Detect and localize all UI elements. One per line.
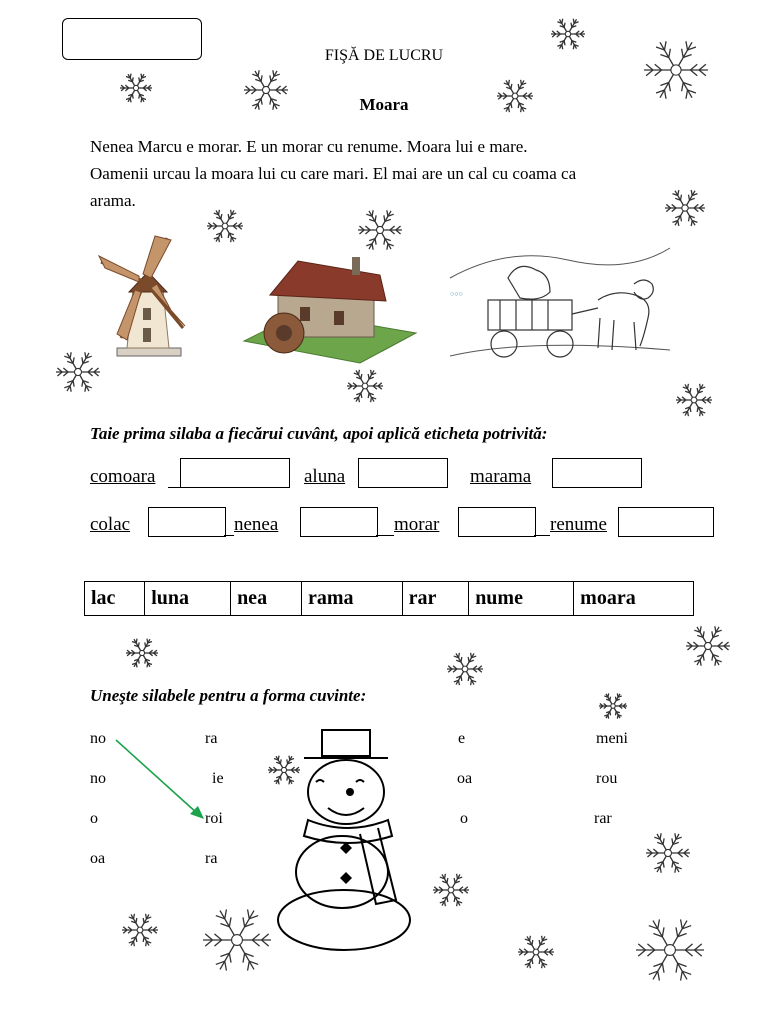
- snowflake-icon: [120, 910, 160, 950]
- underline-gap: [224, 535, 234, 536]
- word-comoara: comoara: [90, 466, 156, 487]
- snowflake-icon: [124, 635, 160, 671]
- label-slot[interactable]: [618, 507, 714, 537]
- label-slot[interactable]: [148, 507, 226, 537]
- syllable[interactable]: ra: [205, 730, 218, 747]
- snowflake-icon: [495, 76, 535, 116]
- story-title: Moara: [359, 95, 409, 114]
- word-aluna: aluna: [304, 466, 346, 487]
- story-line-1: Nenea Marcu e morar. E un morar cu renume. Moara lui e mare.: [90, 137, 528, 156]
- label-slot[interactable]: [458, 507, 536, 537]
- underline-gap: [534, 535, 550, 536]
- snowflake-icon: [445, 649, 485, 689]
- story-text: [90, 133, 690, 214]
- task2-instruction: Uneşte silabele pentru a forma cuvinte:: [90, 686, 367, 705]
- snowflake-icon: [597, 690, 629, 722]
- label-cell[interactable]: moara: [574, 582, 694, 616]
- word-nenea: nenea: [234, 514, 279, 535]
- snowflake-icon: [549, 15, 587, 53]
- word-colac: colac: [90, 514, 131, 535]
- snowflake-icon: [663, 186, 707, 230]
- syllable[interactable]: oa: [90, 850, 106, 867]
- word-renume: renume: [550, 514, 607, 535]
- syllable[interactable]: o: [460, 810, 468, 827]
- snowflake-icon: [516, 932, 556, 972]
- syllable[interactable]: meni: [596, 730, 628, 747]
- snowflake-icon: [54, 348, 102, 396]
- snowflake-icon: [266, 752, 302, 788]
- snowflake-icon: [674, 380, 714, 420]
- label-cell[interactable]: nume: [469, 582, 574, 616]
- snowflake-icon: [642, 36, 710, 104]
- syllable[interactable]: o: [90, 810, 98, 827]
- snowflake-icon: [684, 622, 732, 670]
- syllable[interactable]: roi: [205, 810, 223, 827]
- syllable[interactable]: rar: [594, 810, 612, 827]
- label-cell[interactable]: nea: [231, 582, 302, 616]
- story-line-2: Oamenii urcau la moara lui cu care mari. El mai are un cal cu coama ca: [90, 164, 577, 183]
- snowflake-icon: [345, 366, 385, 406]
- syllable[interactable]: ra: [205, 850, 218, 867]
- snowflake-icon: [118, 70, 154, 106]
- label-slot[interactable]: [300, 507, 378, 537]
- story-line-3: arama.: [90, 191, 136, 210]
- svg-text:○○○: ○○○: [450, 291, 463, 298]
- underline-gap: [376, 535, 394, 536]
- windmill-icon: [95, 230, 190, 360]
- label-cell[interactable]: rar: [402, 582, 469, 616]
- underline-gap: [168, 487, 180, 488]
- label-table: [84, 581, 694, 616]
- label-cell[interactable]: luna: [145, 582, 231, 616]
- snowflake-icon: [634, 914, 706, 986]
- snowflake-icon: [205, 206, 245, 246]
- syllable[interactable]: oa: [457, 770, 473, 787]
- watermill-icon: [240, 255, 418, 367]
- snowflake-icon: [431, 870, 471, 910]
- syllable[interactable]: ie: [212, 770, 224, 787]
- word-marama: marama: [470, 466, 532, 487]
- label-cell[interactable]: lac: [85, 582, 145, 616]
- snowflake-icon: [242, 66, 290, 114]
- word-morar: morar: [394, 514, 440, 535]
- label-slot[interactable]: [358, 458, 448, 488]
- label-slot[interactable]: [552, 458, 642, 488]
- example-arrow-icon: [110, 734, 210, 824]
- snowflake-icon: [356, 206, 404, 254]
- worksheet-title: FIŞĂ DE LUCRU: [324, 47, 444, 64]
- snowflake-icon: [201, 904, 273, 976]
- snowflake-icon: [644, 829, 692, 877]
- label-cell[interactable]: rama: [301, 582, 402, 616]
- cart-scene-icon: [448, 238, 672, 388]
- syllable[interactable]: e: [458, 730, 466, 747]
- syllable[interactable]: no: [90, 730, 106, 747]
- syllable[interactable]: rou: [596, 770, 618, 787]
- syllable[interactable]: no: [90, 770, 106, 787]
- task1-instruction: Taie prima silaba a fiecărui cuvânt, apoi aplică eticheta potrivită:: [90, 424, 548, 443]
- label-slot[interactable]: [180, 458, 290, 488]
